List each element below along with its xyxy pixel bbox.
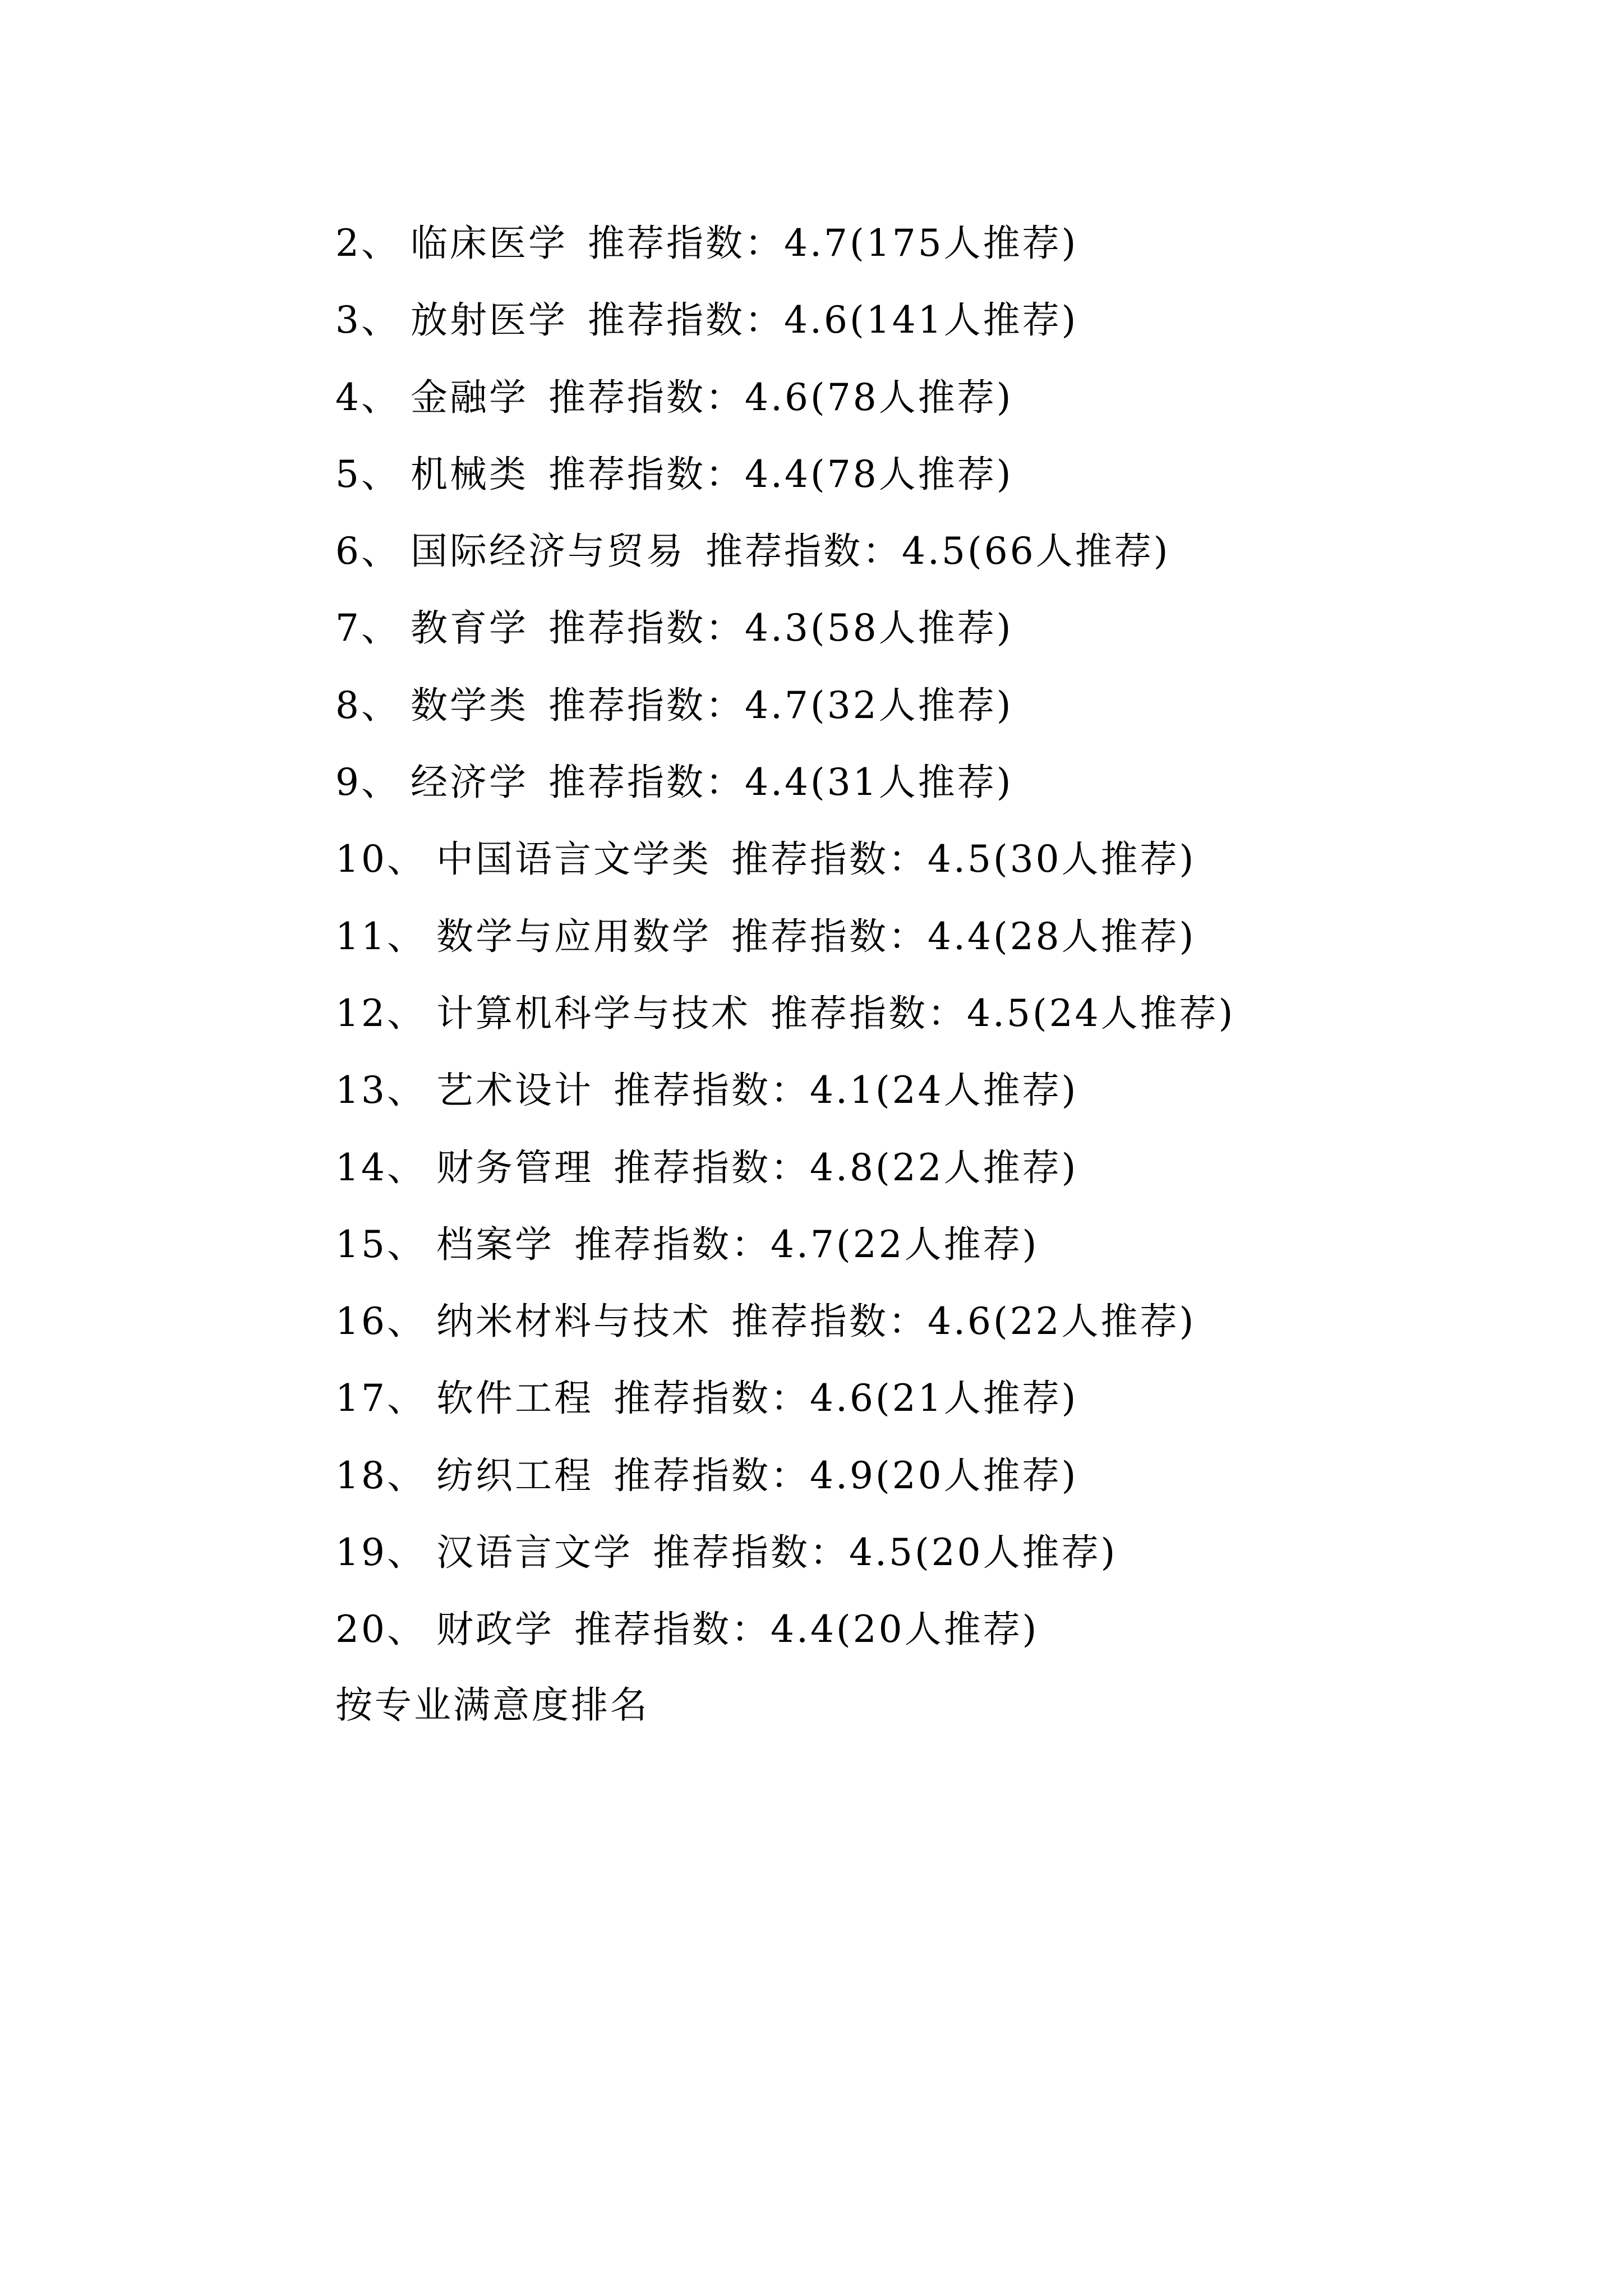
item-score: 推荐指数：4.4(28人推荐)	[731, 914, 1196, 958]
item-score: 推荐指数：4.6(78人推荐)	[548, 375, 1013, 419]
item-score: 推荐指数：4.4(31人推荐)	[548, 761, 1013, 804]
item-major: 国际经济与贸易	[411, 530, 685, 573]
list-item	[335, 1522, 1513, 1599]
item-major: 汉语言文学	[436, 1531, 633, 1575]
item-score: 推荐指数：4.7(22人推荐)	[574, 1222, 1039, 1266]
item-major: 放射医学	[411, 298, 568, 342]
list-item	[335, 1291, 1513, 1368]
item-number: 13、	[335, 1069, 426, 1112]
list-item	[335, 829, 1513, 906]
item-number: 9、	[335, 761, 400, 804]
item-major: 经济学	[411, 761, 528, 804]
item-number: 8、	[335, 683, 400, 727]
list-item	[335, 367, 1513, 444]
item-major: 数学类	[411, 683, 528, 727]
item-number: 3、	[335, 298, 400, 342]
item-score: 推荐指数：4.7(32人推荐)	[548, 683, 1013, 727]
item-number: 20、	[335, 1608, 426, 1651]
item-number: 5、	[335, 452, 400, 496]
item-major: 财政学	[436, 1608, 554, 1651]
item-score: 推荐指数：4.6(21人推荐)	[613, 1377, 1078, 1420]
item-major: 金融学	[411, 375, 528, 419]
item-score: 推荐指数：4.7(175人推荐)	[588, 222, 1078, 265]
item-major: 软件工程	[436, 1377, 593, 1420]
item-number: 18、	[335, 1453, 426, 1497]
item-score: 推荐指数：4.8(22人推荐)	[613, 1145, 1078, 1189]
item-number: 16、	[335, 1300, 426, 1343]
list-item	[335, 213, 1513, 290]
section-heading: 按专业满意度排名	[335, 1683, 649, 1727]
item-number: 7、	[335, 606, 400, 650]
item-score: 推荐指数：4.1(24人推荐)	[613, 1069, 1078, 1112]
item-number: 2、	[335, 222, 400, 265]
list-item	[335, 598, 1513, 675]
item-score: 推荐指数：4.5(30人推荐)	[731, 838, 1196, 881]
list-item	[335, 907, 1513, 983]
item-major: 机械类	[411, 452, 528, 496]
item-major: 纺织工程	[436, 1453, 593, 1497]
item-number: 17、	[335, 1377, 426, 1420]
item-score: 推荐指数：4.3(58人推荐)	[548, 606, 1013, 650]
item-score: 推荐指数：4.6(22人推荐)	[731, 1300, 1196, 1343]
list-item	[335, 752, 1513, 829]
item-number: 4、	[335, 375, 400, 419]
item-score: 推荐指数：4.9(20人推荐)	[613, 1453, 1078, 1497]
item-number: 6、	[335, 530, 400, 573]
list-item	[335, 1214, 1513, 1291]
item-major: 临床医学	[411, 222, 568, 265]
item-score: 推荐指数：4.6(141人推荐)	[588, 298, 1078, 342]
item-number: 12、	[335, 991, 426, 1035]
item-number: 15、	[335, 1222, 426, 1266]
item-major: 纳米材料与技术	[436, 1300, 711, 1343]
list-item	[335, 1138, 1513, 1214]
item-major: 档案学	[436, 1222, 554, 1266]
item-major: 教育学	[411, 606, 528, 650]
ranking-list	[335, 213, 1513, 1677]
list-item	[335, 1060, 1513, 1137]
item-major: 财务管理	[436, 1145, 593, 1189]
item-score: 推荐指数：4.5(20人推荐)	[652, 1531, 1118, 1575]
list-item	[335, 444, 1513, 521]
item-number: 11、	[335, 914, 426, 958]
list-item	[335, 290, 1513, 367]
item-score: 推荐指数：4.4(78人推荐)	[548, 452, 1013, 496]
item-major: 艺术设计	[436, 1069, 593, 1112]
item-number: 19、	[335, 1531, 426, 1575]
list-item	[335, 675, 1513, 752]
item-score: 推荐指数：4.4(20人推荐)	[574, 1608, 1039, 1651]
list-item	[335, 1599, 1513, 1676]
item-number: 14、	[335, 1145, 426, 1189]
list-item	[335, 983, 1513, 1060]
list-item	[335, 1368, 1513, 1445]
item-score: 推荐指数：4.5(66人推荐)	[706, 530, 1170, 573]
item-major: 计算机科学与技术	[436, 991, 750, 1035]
list-item	[335, 1446, 1513, 1522]
item-score: 推荐指数：4.5(24人推荐)	[770, 991, 1235, 1035]
item-major: 数学与应用数学	[436, 914, 711, 958]
item-number: 10、	[335, 838, 426, 881]
list-item	[335, 521, 1513, 598]
item-major: 中国语言文学类	[436, 838, 711, 881]
